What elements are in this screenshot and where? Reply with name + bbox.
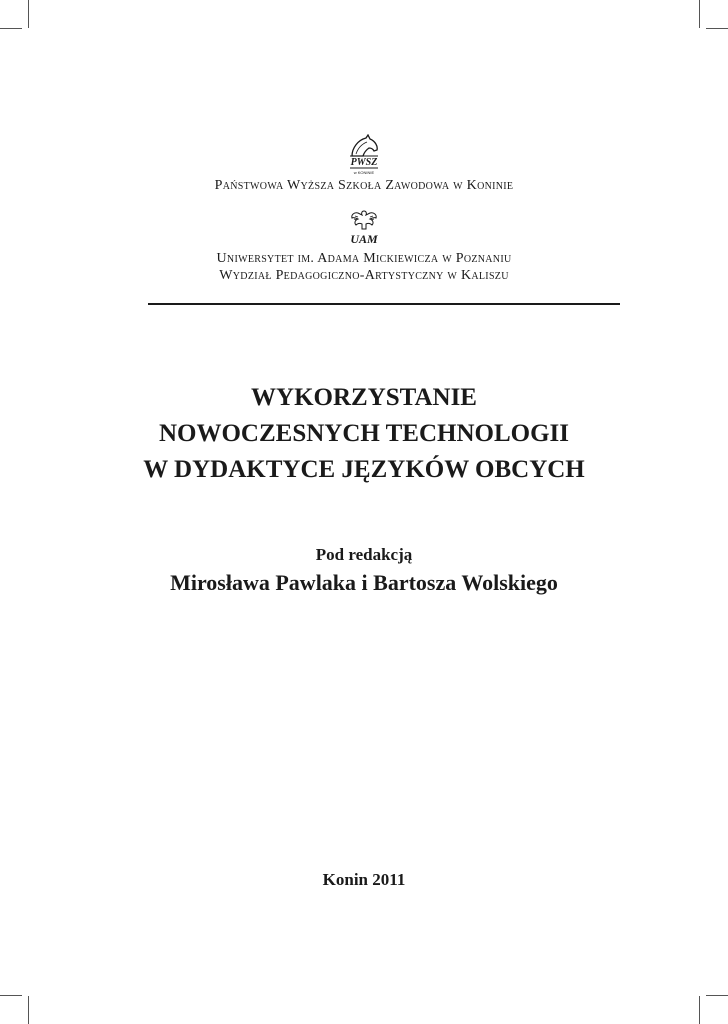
uam-logo [347, 207, 381, 247]
faculty-name: Wydział Pedagogiczno-Artystyczny w Kaliszu [219, 268, 509, 283]
place-year: Konin 2011 [322, 870, 406, 889]
crop-mark-bottom-left-h [0, 995, 22, 996]
header-rule [148, 303, 620, 305]
crop-mark-bottom-right [699, 996, 700, 1024]
pwsz-logo [344, 134, 384, 176]
university-name: Uniwersytet im. Adama Mickiewicza w Poznaniu [216, 251, 512, 266]
crop-mark-bottom-left [28, 996, 29, 1024]
crop-mark-top-left-h [0, 28, 22, 29]
book-title [0, 380, 728, 488]
crop-mark-bottom-right-h [706, 995, 728, 996]
crop-mark-top-right [699, 0, 700, 28]
school-name: Państwowa Wyższa Szkoła Zawodowa w Koninie [214, 178, 514, 193]
crop-mark-top-right-h [706, 28, 728, 29]
pwsz-logo-text: PWSZ [350, 157, 378, 168]
editor-label: Pod redakcją [315, 545, 413, 564]
horse-head-icon [344, 134, 384, 176]
eagle-icon [347, 207, 381, 247]
book-title-line-3: W DYDAKTYCE JĘZYKÓW OBCYCH [143, 456, 585, 483]
crop-mark-top-left [28, 0, 29, 28]
uam-logo-text: UAM [350, 232, 378, 246]
pwsz-logo-subtext: w KONINIE [353, 170, 375, 175]
editors: Mirosława Pawlaka i Bartosza Wolskiego [170, 570, 558, 595]
book-title-line-1: WYKORZYSTANIE [251, 384, 477, 411]
book-title-line-2: NOWOCZESNYCH TECHNOLOGII [158, 420, 570, 447]
